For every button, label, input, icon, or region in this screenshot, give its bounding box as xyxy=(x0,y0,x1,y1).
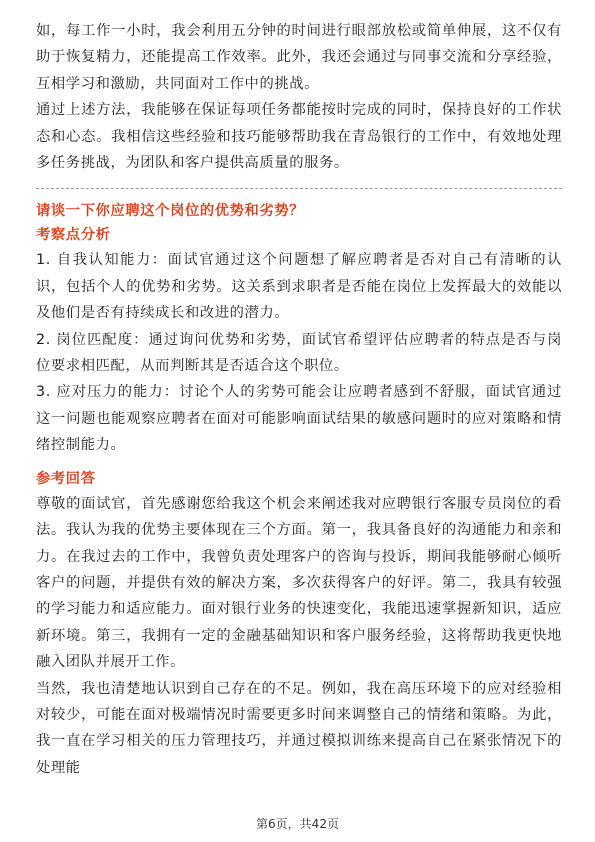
analysis-point: 3. 应对压力的能力：讨论个人的劣势可能会让应聘者感到不舒服，面试官通过这一问题也能观察应聘者在面对可能影响面试结果的敏感问题时的应对策略和情绪控制能力。 xyxy=(36,384,562,454)
intro-paragraph: 如，每工作一小时，我会利用五分钟的时间进行眼部放松或简单伸展，这不仅有助于恢复精力，还能提高工作效率。此外，我还会通过与同事交流和分享经验，互相学习和激励，共同面对工作中的挑战。 xyxy=(36,23,562,92)
analysis-heading: 考察点分析 xyxy=(36,227,111,244)
question-heading: 请谈一下你应聘这个岗位的优势和劣势？ xyxy=(36,203,305,220)
section-divider xyxy=(36,188,562,189)
page-number: 第6页，共42页 xyxy=(256,817,339,831)
reference-paragraph: 尊敬的面试官，首先感谢您给我这个机会来阐述我对应聘银行客服专员岗位的看法。我认为我的优势主要体现在三个方面。第一，我具备良好的沟通能力和亲和力。在我过去的工作中，我曾负责处理客户的咨询与投诉，期间我能够耐心倾听客户的问题，并提供有效的解决方案，多次获得客户的好评。第二，我具有较强的学习能力和适应能力。面对银行业务的快速变化，我能迅速掌握新知识，适应新环境。第三，我拥有一定的金融基础知识和客户服务经验，这将帮助我更快地融入团队并展开工作。 xyxy=(36,495,562,671)
document-body xyxy=(36,18,562,781)
intro-paragraph: 通过上述方法，我能够在保证每项任务都能按时完成的同时，保持良好的工作状态和心态。我相信这些经验和技巧能够帮助我在青岛银行的工作中，有效地处理多任务挑战，为团队和客户提供高质量的服务。 xyxy=(36,102,562,172)
analysis-point: 2. 岗位匹配度：通过询问优势和劣势，面试官希望评估应聘者的特点是否与岗位要求相匹配，从而判断其是否适合这个职位。 xyxy=(36,331,562,375)
analysis-point: 1. 自我认知能力：面试官通过这个问题想了解应聘者是否对自己有清晰的认识，包括个人的优势和劣势。这关系到求职者是否能在岗位上发挥最大的效能以及他们是否有持续成长和改进的潜力。 xyxy=(36,252,562,322)
reference-paragraph: 当然，我也清楚地认识到自己存在的不足。例如，我在高压环境下的应对经验相对较少，可能在面对极端情况时需要更多时间来调整自己的情绪和策略。为此，我一直在学习相关的压力管理技巧，并通过模拟训练来提高自己在紧张情况下的处理能 xyxy=(36,680,562,776)
reference-heading: 参考回答 xyxy=(36,470,96,487)
